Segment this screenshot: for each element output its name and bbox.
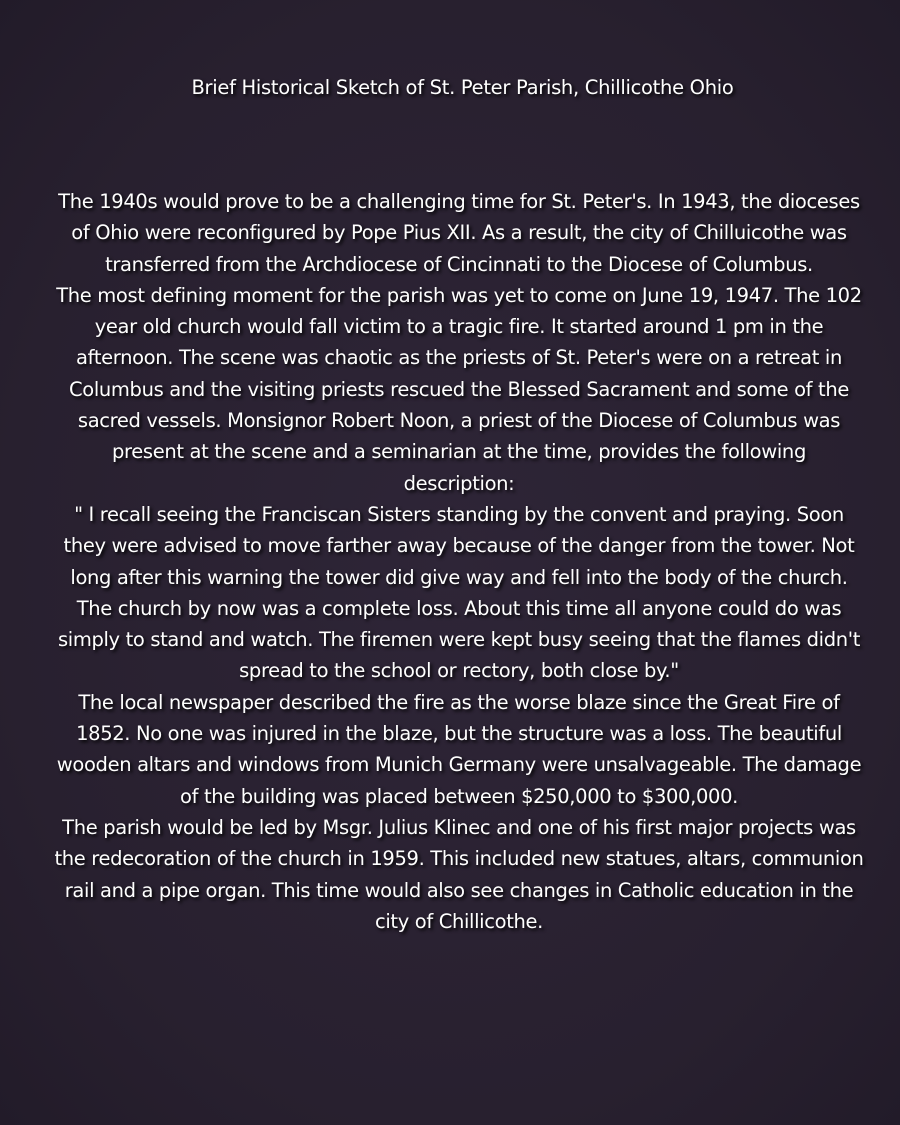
document-body <box>54 186 864 937</box>
page-title: Brief Historical Sketch of St. Peter Parish, Chillicothe Ohio <box>191 76 734 99</box>
paragraph-newspaper-account: The local newspaper described the fire as the worse blaze since the Great Fire of 1852. No one was injured in the blaze, but the structure was a loss. The beautiful wooden altars and windows from Munich Germany were unsalvageable. The damage of the building was placed between $250,000 to $300,000. <box>56 690 862 808</box>
paragraph-redecoration: The parish would be led by Msgr. Julius Klinec and one of his first major projects was the redecoration of the church in 1959. This included new statues, altars, communion rail and a pipe organ. This time would also see changes in Catholic education in the city of Chillicothe. <box>54 815 864 933</box>
paragraph-eyewitness-quote: " I recall seeing the Franciscan Sisters standing by the convent and praying. Soon they were advised to move farther away because of the danger from the tower. Not long after this warning the tower did give way and fell into the body of the church. The church by now was a complete loss. About this time all anyone could do was simply to stand and watch. The firemen were kept busy seeing that the flames didn't spread to the school or rectory, both close by." <box>57 502 861 683</box>
paragraph-1940s-dioceses: The 1940s would prove to be a challenging time for St. Peter's. In 1943, the dioceses of Ohio were reconfigured by Pope Pius XII. As a result, the city of Chilluicothe was transferred from the Archdiocese of Cincinnati to the Diocese of Columbus. <box>58 190 860 276</box>
paragraph-church-fire: The most defining moment for the parish was yet to come on June 19, 1947. The 102 year old church would fall victim to a tragic fire. It started around 1 pm in the afternoon. The scene was chaotic as the priests of St. Peter's were on a retreat in Columbus and the visiting priests rescued the Blessed Sacrament and some of the sacred vessels. Monsignor Robert Noon, a priest of the Diocese of Columbus was present at the scene and a seminarian at the time, provides the following description: <box>56 283 862 495</box>
